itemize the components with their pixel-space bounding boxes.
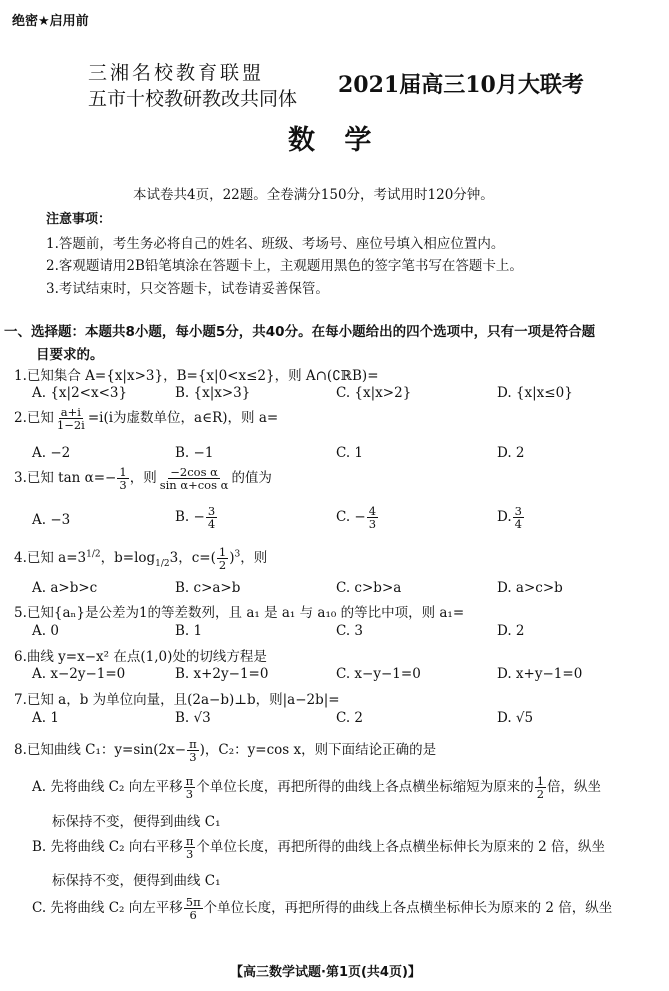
union-line2: 五市十校教研教改共同体	[88, 88, 298, 110]
question-7-stem: 7.已知 a，b 为单位向量，且(2a−b)⊥b，则|a−2b|=	[14, 692, 340, 708]
question-1-stem: 1.已知集合 A={x|x>3}，B={x|0<x≤2}，则 A∩(∁ℝB)=	[14, 368, 379, 384]
q5-option-c: C. 3	[336, 623, 364, 639]
q8-c-part2: 个单位长度，再把所得的曲线上各点横坐标伸长为原来的 2 倍，纵坐	[203, 900, 613, 917]
notes-title: 注意事项：	[46, 212, 112, 227]
q7-option-d: D. √5	[497, 710, 534, 726]
q3-option-c-frac	[367, 505, 378, 530]
question-2-stem	[14, 406, 278, 431]
q5-option-a: A. 0	[32, 623, 59, 639]
q6-option-d: D. x+y−1=0	[497, 666, 583, 682]
secret-label: 绝密★启用前	[12, 14, 89, 29]
q8-option-a-line1	[32, 775, 601, 800]
q8-a-num: π	[185, 774, 194, 788]
q4-b-base: 1/2	[155, 558, 170, 569]
q4-b-arg: 3，c=(	[169, 550, 216, 567]
q8-pi-frac	[187, 738, 199, 763]
q3-option-c-prefix: C. −	[336, 509, 366, 526]
note-2: 2.客观题请用2B铅笔填涂在答题卡上，主观题用黑色的签字笔书写在答题卡上。	[46, 258, 523, 274]
q8-a-part2: 个单位长度，再把所得的曲线上各点横坐标缩短为原来的	[196, 779, 534, 796]
q4-a-exponent: 1/2	[86, 549, 101, 560]
q3-suffix: 的值为	[231, 470, 272, 487]
q1-option-c: C. {x|x>2}	[336, 385, 412, 401]
question-8-stem	[14, 738, 436, 763]
subject-title: 数 学	[288, 125, 382, 156]
q8-b-part1: B. 先将曲线 C₂ 向右平移	[32, 839, 183, 856]
q4-option-b: B. c>a>b	[175, 580, 241, 596]
q4-c-den: 2	[218, 558, 227, 573]
q3-c-num: 4	[368, 504, 377, 518]
q4-suffix: ，则	[240, 550, 268, 567]
q3-d-den: 4	[514, 517, 522, 532]
q4-option-d: D. a>c>b	[497, 580, 563, 596]
q2-frac-den: 1−2i	[56, 418, 85, 433]
section-title-line1: 一、选择题：本题共8小题，每小题5分，共40分。在每小题给出的四个选项中，只有一项是符合题	[4, 324, 596, 340]
question-3-stem	[14, 466, 272, 491]
q4-c-num: 1	[218, 545, 227, 559]
q8-b-num: π	[185, 834, 194, 848]
q3-fraction-1	[117, 466, 128, 491]
q3-frac2-den: sin α+cos α	[159, 478, 229, 493]
section-title-line2: 目要求的。	[36, 347, 104, 363]
q8-pi-den: 3	[189, 750, 197, 765]
q5-option-b: B. 1	[175, 623, 203, 639]
q4-c-exponent: 3	[234, 549, 241, 560]
q3-option-a: A. −3	[32, 512, 71, 528]
q3-option-d	[497, 505, 525, 530]
q2-option-b: B. −1	[175, 445, 214, 461]
q1-option-b: B. {x|x>3}	[175, 385, 251, 401]
q3-middle: ，则	[129, 470, 157, 487]
q2-suffix: =i(i为虚数单位，a∈R)，则 a=	[87, 410, 279, 427]
q8-c-num: 5π	[185, 895, 201, 909]
q8-c-den: 6	[189, 908, 197, 923]
q3-frac1-num: 1	[119, 465, 127, 479]
q3-d-num: 3	[514, 504, 522, 518]
q8-a-part1: A. 先将曲线 C₂ 向左平移	[32, 779, 183, 796]
q8-a-part3: 倍，纵坐	[547, 779, 602, 796]
q3-frac2-num: −2cos α	[170, 465, 218, 479]
page-footer: 【高三数学试题·第1页(共4页)】	[230, 965, 421, 980]
q8-option-a-line2: 标保持不变，便得到曲线 C₁	[52, 814, 221, 830]
q8-suffix: )，C₂：y=cos x，则下面结论正确的是	[199, 742, 437, 759]
q8-a-half-den: 2	[536, 787, 545, 802]
q8-pi-num: π	[189, 737, 197, 751]
q4-c-frac	[217, 546, 228, 571]
q3-fraction-2	[158, 466, 231, 491]
q2-option-c: C. 1	[336, 445, 364, 461]
q3-option-d-prefix: D.	[497, 509, 512, 526]
q8-c-part1: C. 先将曲线 C₂ 向左平移	[32, 900, 183, 917]
q7-option-b: B. √3	[175, 710, 211, 726]
q3-option-b	[175, 505, 218, 530]
question-4-stem	[14, 546, 267, 571]
q3-option-b-frac	[206, 505, 217, 530]
q3-option-c	[336, 505, 379, 530]
q8-option-c-line1	[32, 896, 612, 921]
q6-option-b: B. x+2y−1=0	[175, 666, 269, 682]
q3-c-den: 3	[368, 517, 377, 532]
union-line1: 三湘名校教育联盟	[88, 62, 265, 84]
exam-summary: 本试卷共4页，22题。全卷满分150分，考试用时120分钟。	[133, 187, 494, 203]
q4-c-close: )	[229, 550, 235, 567]
q4-prefix: 4.已知 a=3	[14, 550, 87, 567]
q8-prefix: 8.已知曲线 C₁：y=sin(2x−	[14, 742, 187, 759]
q8-c-frac	[184, 896, 203, 921]
q2-prefix: 2.已知	[14, 410, 54, 427]
q2-option-a: A. −2	[32, 445, 71, 461]
q2-fraction	[55, 406, 87, 431]
question-6-stem: 6.曲线 y=x−x² 在点(1,0)处的切线方程是	[14, 649, 267, 665]
q3-option-b-prefix: B. −	[175, 509, 205, 526]
q3-prefix: 3.已知 tan α=−	[14, 470, 117, 487]
q7-option-c: C. 2	[336, 710, 364, 726]
q7-option-a: A. 1	[32, 710, 59, 726]
q8-a-den: 3	[185, 787, 194, 802]
q8-b-den: 3	[185, 847, 194, 862]
q5-option-d: D. 2	[497, 623, 525, 639]
question-5-stem: 5.已知{aₙ}是公差为1的等差数列，且 a₁ 是 a₁ 与 a₁₀ 的等比中项，则 a₁=	[14, 605, 465, 621]
q2-option-d: D. 2	[497, 445, 525, 461]
exam-title: 2021届高三10月大联考	[338, 72, 584, 98]
q4-b-part: ，b=log	[100, 550, 156, 567]
q6-option-c: C. x−y−1=0	[336, 666, 421, 682]
note-1: 1.答题前，考生务必将自己的姓名、班级、考场号、座位号填入相应位置内。	[46, 236, 505, 252]
q3-b-den: 4	[207, 517, 216, 532]
q4-option-a: A. a>b>c	[32, 580, 98, 596]
q8-b-part2: 个单位长度，再把所得的曲线上各点横坐标伸长为原来的 2 倍，纵坐	[196, 839, 606, 856]
q8-a-half-frac	[535, 775, 546, 800]
q8-option-b-line2: 标保持不变，便得到曲线 C₁	[52, 873, 221, 889]
q1-option-a: A. {x|2<x<3}	[32, 385, 128, 401]
q3-b-num: 3	[207, 504, 216, 518]
q6-option-a: A. x−2y−1=0	[32, 666, 126, 682]
q2-frac-num: a+i	[60, 405, 81, 419]
q3-option-d-frac	[513, 505, 524, 530]
q8-option-b-line1	[32, 835, 605, 860]
q8-b-frac	[184, 835, 196, 860]
note-3: 3.考试结束时，只交答题卡，试卷请妥善保管。	[46, 281, 329, 297]
q3-frac1-den: 3	[119, 478, 127, 493]
q8-a-half-num: 1	[536, 774, 545, 788]
q4-option-c: C. c>b>a	[336, 580, 402, 596]
q1-option-d: D. {x|x≤0}	[497, 385, 573, 401]
q8-a-frac	[184, 775, 196, 800]
